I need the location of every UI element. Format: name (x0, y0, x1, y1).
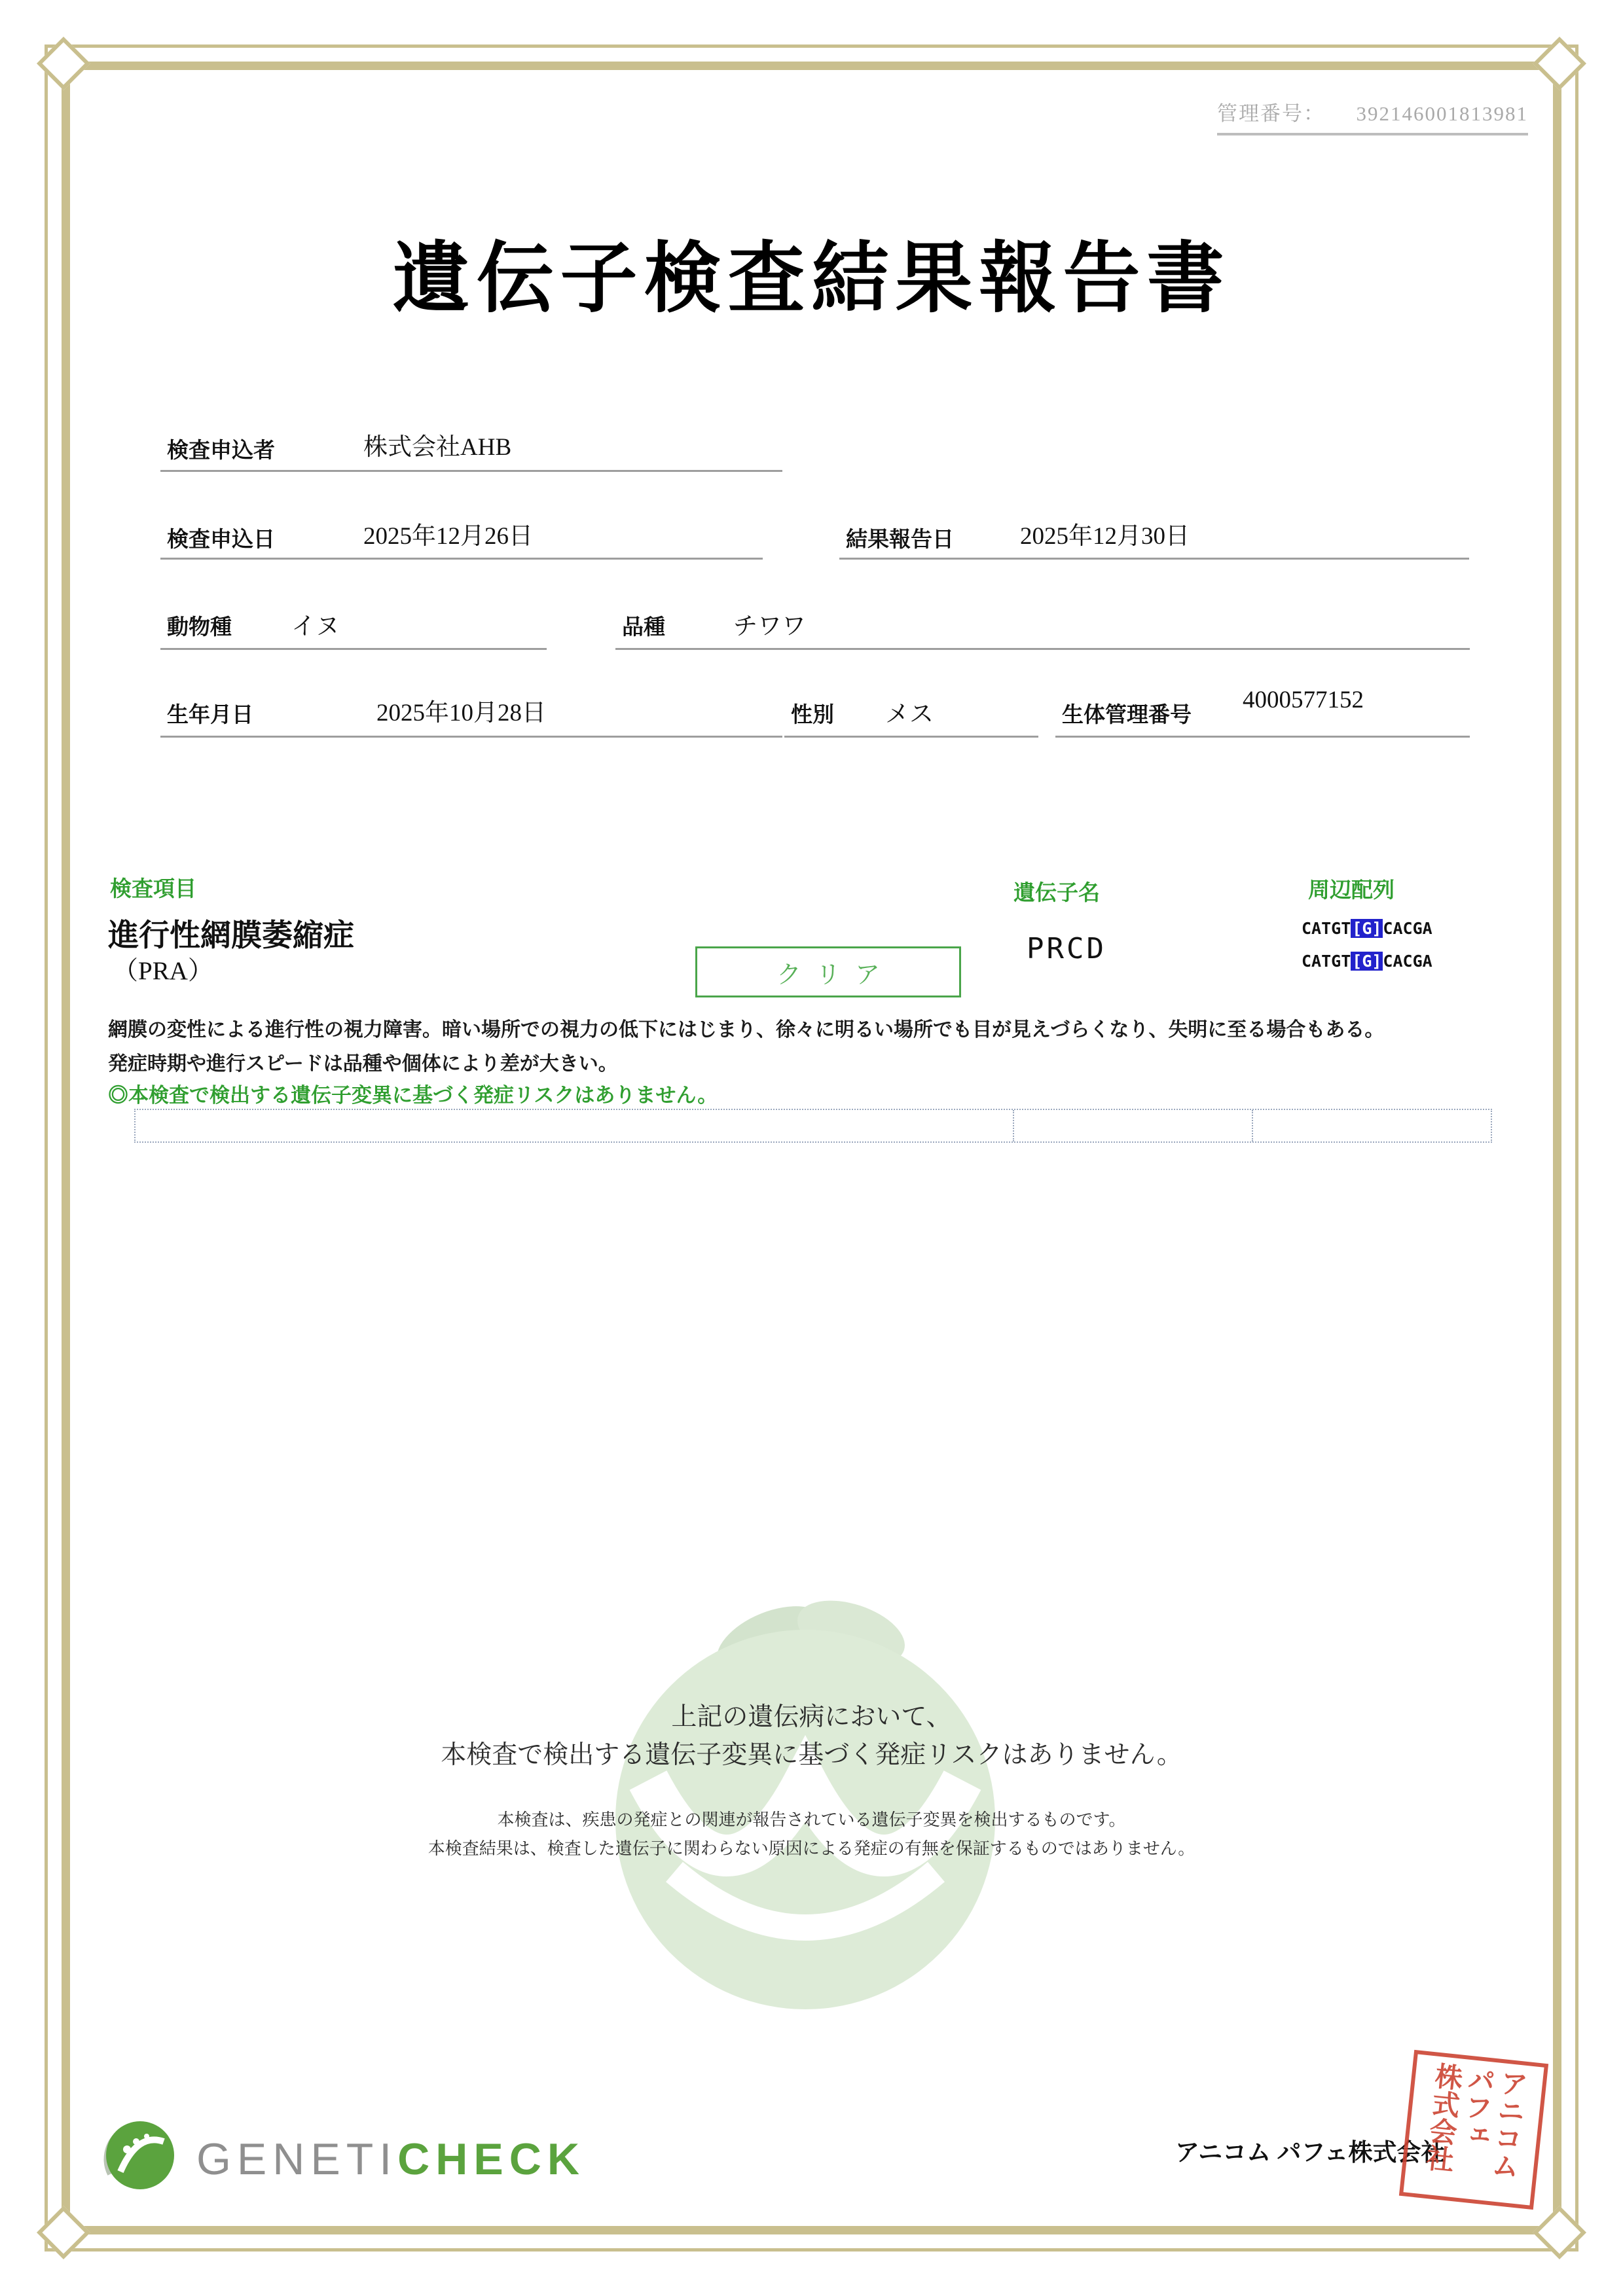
species-label: 動物種 (167, 616, 232, 639)
birth-label: 生年月日 (167, 704, 253, 727)
sequence-label: 周辺配列 (1308, 879, 1395, 903)
sequence-prefix: CATGT (1302, 919, 1351, 938)
underline (160, 470, 782, 472)
sequence-suffix: CACGA (1383, 919, 1432, 938)
sequence-prefix: CATGT (1302, 952, 1351, 971)
page-title: 遺伝子検査結果報告書 (392, 236, 1231, 322)
sequence-allele: [G] (1352, 952, 1382, 971)
seal-column: 株式会社 (1421, 2060, 1463, 2174)
result-status: クリア (776, 961, 894, 989)
seal-column: パフェ (1457, 2064, 1496, 2150)
watermark-emblem-icon (576, 1564, 1034, 2022)
report-date-value: 2025年12月30日 (1020, 523, 1190, 550)
dotted-divider (1252, 1110, 1253, 1141)
risk-note: ◎本検査で検出する遺伝子変異に基づく発症リスクはありません。 (108, 1084, 718, 1107)
summary-note2: 本検査結果は、検査した遺伝子に関わらない原因による発症の有無を保証するものではありません。 (428, 1839, 1195, 1858)
wordmark-geneti: GENETI (196, 2134, 398, 2184)
underline (1055, 736, 1470, 738)
underline (160, 648, 547, 650)
bio-id-label: 生体管理番号 (1062, 704, 1192, 727)
seal-column: アニコム (1486, 2068, 1528, 2181)
applicant-label: 検査申込者 (167, 439, 275, 463)
description-line2: 発症時期や進行スピードは品種や個体により差が大きい。 (108, 1053, 618, 1075)
underline (784, 736, 1038, 738)
description-line1: 網膜の変性による進行性の視力障害。暗い場所での視力の低下にはじまり、徐々に明るい場所でも目が見えづらくなり、失明に至る場合もある。 (108, 1019, 1385, 1041)
sequence-allele: [G] (1352, 919, 1382, 938)
sex-label: 性別 (791, 704, 834, 727)
dotted-result-row (134, 1109, 1492, 1143)
sequence-row (1302, 919, 1432, 938)
underline (160, 558, 763, 560)
result-status-box (695, 946, 961, 997)
breed-label: 品種 (622, 616, 665, 639)
gene-name: PRCD (1027, 932, 1106, 965)
sequence-suffix: CACGA (1383, 952, 1432, 971)
summary-line2: 本検査で検出する遺伝子変異に基づく発症リスクはありません。 (441, 1741, 1182, 1769)
underline (839, 558, 1469, 560)
management-number-label: 管理番号： (1217, 102, 1325, 125)
sex-value: メス (885, 701, 934, 728)
gene-name-label: 遺伝子名 (1013, 882, 1100, 905)
test-item-label: 検査項目 (110, 878, 196, 901)
geneticheck-logo-icon (98, 2115, 178, 2195)
company-seal-stamp (1399, 2050, 1548, 2210)
breed-value: チワワ (733, 613, 806, 640)
summary-line1: 上記の遺伝病において、 (671, 1703, 952, 1731)
apply-date-label: 検査申込日 (167, 528, 275, 552)
test-item-subname: （PRA） (113, 957, 213, 985)
geneticheck-wordmark (196, 2134, 585, 2185)
management-number-value: 392146001813981 (1356, 102, 1528, 125)
wordmark-check: CHECK (397, 2134, 585, 2184)
applicant-value: 株式会社AHB (363, 434, 512, 461)
dotted-divider (1013, 1110, 1014, 1141)
company-name: アニコム パフェ株式会社 (1175, 2140, 1446, 2166)
underline (615, 648, 1470, 650)
bio-id-value: 4000577152 (1243, 687, 1364, 713)
management-number (1217, 97, 1528, 135)
summary-note1: 本検査は、疾患の発症との関連が報告されている遺伝子変異を検出するものです。 (497, 1810, 1126, 1829)
birth-value: 2025年10月28日 (376, 700, 546, 726)
sequence-row (1302, 952, 1432, 971)
apply-date-value: 2025年12月26日 (363, 523, 533, 550)
report-date-label: 結果報告日 (846, 528, 954, 552)
underline (160, 736, 782, 738)
test-item-name: 進行性網膜萎縮症 (108, 919, 354, 953)
species-value: イヌ (291, 613, 340, 640)
